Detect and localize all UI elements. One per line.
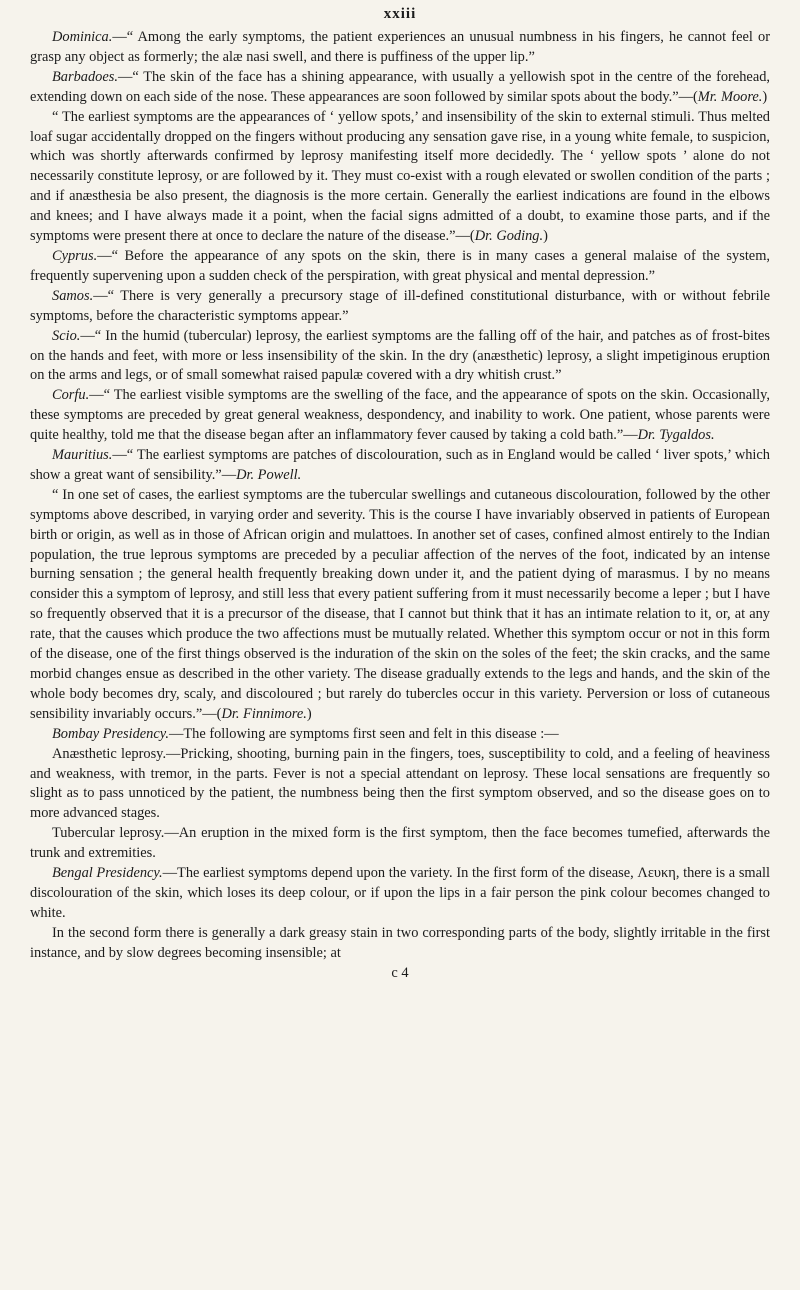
page-number: xxiii bbox=[383, 6, 417, 22]
citation-close: ) bbox=[543, 228, 548, 245]
paragraph bbox=[30, 327, 770, 387]
citation: Dr. Goding. bbox=[474, 228, 544, 245]
paragraph-text: —“ The earliest visible symptoms are the swelling of the face, and the appearance of spots on the skin. Occasionally, these symptoms are preceded by great general weakness, despondency, and inability to work. One patient, whose parents were quite healthy, told me that the disease began after an inflammatory fever caused by taking a cold bath.”— bbox=[30, 387, 770, 444]
paragraph bbox=[30, 725, 770, 745]
paragraph-text: —“ The skin of the face has a shining appearance, with usually a yellowish spot in the centre of the forehead, extending down on each side of the nose. These appearances are soon followed by similar spots about the body.”—( bbox=[30, 68, 770, 105]
paragraph-lead: Barbadoes. bbox=[52, 68, 118, 85]
paragraph bbox=[30, 68, 770, 108]
paragraph bbox=[30, 247, 770, 287]
paragraph bbox=[30, 108, 770, 247]
paragraph-text: —“ Before the appearance of any spots on the skin, there is in many cases a general malaise of the system, frequently supervening upon a sudden check of the perspiration, with great physical and mental depression.” bbox=[30, 247, 770, 284]
paragraph-text: —The following are symptoms first seen and felt in this disease :— bbox=[168, 725, 559, 742]
paragraph bbox=[30, 486, 770, 725]
citation-close: ) bbox=[762, 88, 768, 105]
signature-mark: c 4 bbox=[391, 964, 409, 981]
paragraph bbox=[30, 287, 770, 327]
paragraph-lead: Bombay Presidency. bbox=[52, 725, 169, 742]
paragraph-lead: Dominica. bbox=[52, 29, 113, 45]
paragraph-lead: Mauritius. bbox=[52, 447, 113, 464]
paragraph bbox=[30, 745, 770, 825]
paragraph-text: —“ The earliest symptoms are patches of discolouration, such as in England would be called ‘ liver spots,’ which show a great want of sensibility.”— bbox=[30, 447, 770, 483]
paragraph-text: —“ There is very generally a precursory stage of ill-defined constitutional disturbance, with or without febrile symptoms, before the characteristic symptoms appear.” bbox=[30, 287, 770, 324]
paragraph-lead: Samos. bbox=[52, 287, 94, 304]
paragraph bbox=[30, 446, 770, 486]
paragraph-lead: Corfu. bbox=[52, 387, 90, 404]
paragraph bbox=[30, 28, 770, 68]
paragraph-lead: Scio. bbox=[52, 327, 81, 344]
citation: Dr. Powell. bbox=[236, 466, 302, 483]
paragraph-text: —The earliest symptoms depend upon the variety. In the first form of the disease, Λευκη, there is a small discolouration of the skin, which loses its deep colour, or if upon the lips in a fair person the pink colour becomes changed to white. bbox=[30, 865, 771, 921]
paragraph-text: “ The earliest symptoms are the appearances of ‘ yellow spots,’ and insensibility of the skin to external stimuli. Thus melted loaf sugar accidentally dropped on the fingers without producing any sensation gave rise, in a young white female, to suspicion, which was shortly afterwards confirmed by leprosy manifesting itself more decidedly. The ‘ yellow spots ’ alone do not necessarily constitute leprosy, or are followed by it. They must co-exist with a rough elevated or swollen condition of the parts ; and if anæsthesia be also present, the diagnosis is the more certain. Generally the earliest indications are found in the elbows and knees; and I have always made it a point, when the facial signs admitted of a doubt, to examine those parts, and if the symptoms were present there at once to declare the nature of the disease.”—( bbox=[30, 108, 770, 245]
paragraph bbox=[30, 864, 770, 924]
paragraph-text: Anæsthetic leprosy.—Pricking, shooting, burning pain in the fingers, toes, susceptibility to cold, and a feeling of heaviness and weakness, with tremor, in the parts. Fever is not a special attendant on leprosy. These local sensations are frequently so slight as to pass unnoticed by the patient, the numbness being then the first symptom observed, and so the disease goes on to more advanced stages. bbox=[30, 745, 770, 822]
paragraph-text: —“ In the humid (tubercular) leprosy, the earliest symptoms are the falling off of the hair, and patches as of frost-bites on the hands and feet, with more or less insensibility of the skin. In the dry (anæsthetic) leprosy, a slight impetiginous eruption on the arms and legs, or of small somewhat raised papulæ covered with a dry whitish crust.” bbox=[30, 327, 770, 384]
paragraph-text: “ In one set of cases, the earliest symptoms are the tubercular swellings and cutaneous discolouration, followed by the other symptoms above described, in varying order and severity. This is the course I have invariably observed in patients of European birth or origin, as well as in those of African origin and mulattoes. In another set of cases, confined almost entirely to the Indian population, the true leprous symptoms are preceded by a peculiar affection of the nerves of the foot, indicated by an intense burning sensation ; the general health frequently breaking down under it, and the patient dying of marasmus. I by no means consider this a symptom of leprosy, and still less that every patient suffering from it must necessarily become a leper ; but I have so frequently observed that it is a precursor of the disease, that I cannot but think that it has an intimate relation to it, or, at any rate, that the causes which produce the two affections must be mutually related. Whether this symptom occur or not in this form of the disease, one of the first things observed is the induration of the skin on the soles of the feet; the skin cracks, and the same morbid changes ensue as described in the other variety. The disease gradually extends to the legs and hands, and the skin of the whole body becomes dry, scaly, and discoloured ; but rarely do tubercles occur in this variety. Perversion or loss of cutaneous sensibility invariably occurs.”—( bbox=[30, 486, 770, 722]
paragraph-text: —“ Among the early symptoms, the patient experiences an unusual numbness in his fingers, he cannot feel or grasp any object as formerly; the alæ nasi swell, and there is puffiness of the upper lip.” bbox=[30, 29, 770, 65]
paragraph bbox=[30, 924, 770, 964]
paragraph bbox=[30, 386, 770, 446]
paragraph-text: In the second form there is generally a dark greasy stain in two corresponding parts of the body, slightly irritable in the first instance, and by slow degrees becoming insensible; at bbox=[30, 924, 770, 961]
body-text bbox=[30, 28, 770, 964]
paragraph bbox=[30, 824, 770, 864]
citation: Dr. Finnimore. bbox=[221, 705, 307, 722]
citation: Dr. Tygaldos. bbox=[637, 427, 715, 444]
paragraph-text: Tubercular leprosy.—An eruption in the mixed form is the first symptom, then the face becomes tumefied, afterwards the trunk and extremities. bbox=[30, 825, 770, 862]
paragraph-lead: Bengal Presidency. bbox=[52, 865, 163, 882]
citation: Mr. Moore. bbox=[697, 88, 763, 105]
paragraph-lead: Cyprus. bbox=[52, 247, 98, 264]
citation-close: ) bbox=[306, 705, 312, 722]
